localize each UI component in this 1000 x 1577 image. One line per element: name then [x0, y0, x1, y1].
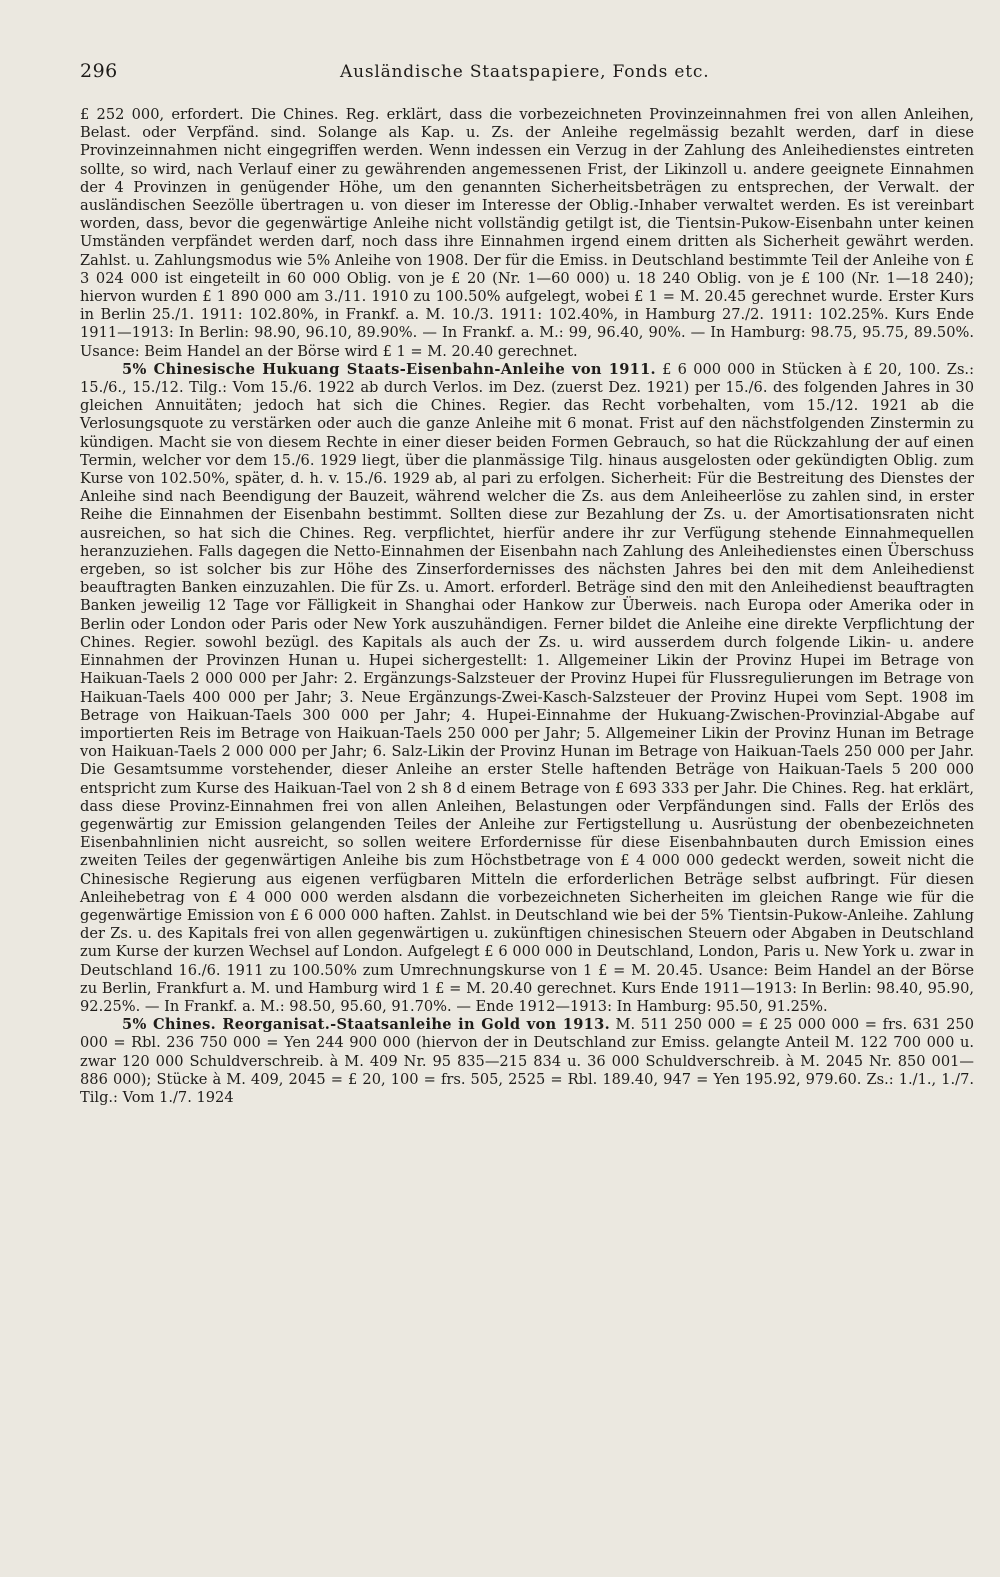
paragraph-text: £ 252 000, erfordert. Die Chines. Reg. erklärt, dass die vorbezeichneten Provinzeinnahmen frei von allen Anleihen, Belast. oder Verpfänd. sind. Solange als Kap. u. Zs. der Anleihe regelmässig bezahlt werden, darf in diese Provinzeinnahmen nicht eingegriffen werden. Wenn indessen ein Verzug in der Zahlung des Anleihedienstes eintreten sollte, so wird, nach Verlauf einer zu gewährenden angemessenen Frist, der Likinzoll u. andere geeignete Einnahmen der 4 Provinzen in genügender Höhe, um den genannten Sicherheitsbeträgen zu entsprechen, der Verwalt. der ausländischen Seezölle übertragen u. von dieser im Interesse der Oblig.-Inhaber verwaltet werden. Es ist vereinbart worden, dass, bevor die gegenwärtige Anleihe nicht vollständig getilgt ist, die Tientsin-Pukow-Eisenbahn unter keinen Umständen verpfändet werden darf, noch dass ihre Einnahmen irgend einem dritten als Sicherheit gewährt werden. Zahlst. u. Zahlungsmodus wie 5% Anleihe von 1908. Der für die Emiss. in Deutschland bestimmte Teil der Anleihe von £ 3 024 000 ist eingeteilt in 60 000 Oblig. von je £ 20 (Nr. 1—60 000) u. 18 240 Oblig. von je £ 100 (Nr. 1—18 240); hiervon wurden £ 1 890 000 am 3./11. 1910 zu 100.50% aufgelegt, wobei £ 1 = M. 20.45 gerechnet wurde. Erster Kurs in Berlin 25./1. 1911: 102.80%, in Frankf. a. M. 10./3. 1911: 102.40%, in Hamburg 27./2. 1911: 102.25%. Kurs Ende 1911—1913: In Berlin: 98.90, 96.10, 89.90%. — In Frankf. a. M.: 99, 96.40, 90%. — In Hamburg: 98.75, 95.75, 89.50%. Usance: Beim Handel an der Börse wird £ 1 = M. 20.40 gerechnet. [80, 106, 974, 360]
page-number: 296 [80, 60, 118, 82]
paragraph-tientsin-pukow-continued [80, 106, 974, 361]
paragraph-hukuang-loan [80, 361, 974, 1016]
loan-heading: 5% Chines. Reorganisat.-Staatsanleihe in Gold von 1913. [122, 1016, 610, 1034]
running-head: Ausländische Staatspapiere, Fonds etc. [340, 62, 710, 82]
page-header [80, 60, 980, 82]
paragraph-text: £ 6 000 000 in Stücken à £ 20, 100. Zs.: 15./6., 15./12. Tilg.: Vom 15./6. 1922 ab durch Verlos. im Dez. (zuerst Dez. 1921) per 15./6. des folgenden Jahres in 30 gleichen Annuitäten; jedoch hat sich die Chines. Regier. das Recht vorbehalten, vom 15./12. 1921 ab die Verlosungsquote zu verstärken oder auch die ganze Anleihe mit 6 monat. Frist auf den nächstfolgenden Zinstermin zu kündigen. Macht sie von diesem Rechte in einer dieser beiden Formen Gebrauch, so hat die Rückzahlung der auf einen Termin, welcher vor dem 15./6. 1929 liegt, über die planmässige Tilg. hinaus ausgelosten oder gekündigten Oblig. zum Kurse von 102.50%, später, d. h. v. 15./6. 1929 ab, al pari zu erfolgen. Sicherheit: Für die Bestreitung des Dienstes der Anleihe sind nach Beendigung der Bauzeit, während welcher die Zs. aus dem Anleiheerlöse zu zahlen sind, in erster Reihe die Einnahmen der Eisenbahn bestimmt. Sollten diese zur Bezahlung der Zs. u. der Amortisationsraten nicht ausreichen, so hat sich die Chines. Reg. verpflichtet, hierfür andere ihr zur Verfügung stehende Einnahmequellen heranzuziehen. Falls dagegen die Netto-Einnahmen der Eisenbahn nach Zahlung des Anleihedienstes einen Überschuss ergeben, so ist solcher bis zur Höhe des Zinserfordernisses des nächsten Jahres bei den mit dem Anleihedienst beauftragten Banken einzuzahlen. Die für Zs. u. Amort. erforderl. Beträge sind den mit den Anleihedienst beauftragten Banken jeweilig 12 Tage vor Fälligkeit in Shanghai oder Hankow zur Überweis. nach Europa oder Amerika oder in Berlin oder London oder Paris oder New York auszuhändigen. Ferner bildet die Anleihe eine direkte Verpflichtung der Chines. Regier. sowohl bezügl. des Kapitals als auch der Zs. u. wird ausserdem durch folgende Likin- u. andere Einnahmen der Provinzen Hunan u. Hupei sichergestellt: 1. Allgemeiner Likin der Provinz Hupei im Betrage von Haikuan-Taels 2 000 000 per Jahr: 2. Ergänzungs-Salzsteuer der Provinz Hupei für Flussregulierungen im Betrage von Haikuan-Taels 400 000 per Jahr; 3. Neue Ergänzungs-Zwei-Kasch-Salzsteuer der Provinz Hupei vom Sept. 1908 im Betrage von Haikuan-Taels 300 000 per Jahr; 4. Hupei-Einnahme der Hukuang-Zwischen-Provinzial-Abgabe auf importierten Reis im Betrage von Haikuan-Taels 250 000 per Jahr; 5. Allgemeiner Likin der Provinz Hunan im Betrage von Haikuan-Taels 2 000 000 per Jahr; 6. Salz-Likin der Provinz Hunan im Betrage von Haikuan-Taels 250 000 per Jahr. Die Gesamtsumme vorstehender, dieser Anleihe an erster Stelle haftenden Beträge von Haikuan-Taels 5 200 000 entspricht zum Kurse des Haikuan-Tael von 2 sh 8 d einem Betrage von £ 693 333 per Jahr. Die Chines. Reg. hat erklärt, dass diese Provinz-Einnahmen frei von allen Anleihen, Belastungen oder Verpfändungen sind. Falls der Erlös des gegenwärtig zur Emission gelangenden Teiles der Anleihe zur Fertigstellung u. Ausrüstung der obenbezeichneten Eisenbahnlinien nicht ausreicht, so sollen weitere Erfordernisse für diese Eisenbahnbauten durch Emission eines zweiten Teiles der gegenwärtigen Anleihe bis zum Höchstbetrage von £ 4 000 000 gedeckt werden, soweit nicht die Chinesische Regierung aus eigenen verfügbaren Mitteln die erforderlichen Beträge selbst aufbringt. Für diesen Anleihebetrag von £ 4 000 000 werden alsdann die vorbezeichneten Sicherheiten im gleichen Range wie für die gegenwärtige Emission von £ 6 000 000 haften. Zahlst. in Deutschland wie bei der 5% Tientsin-Pukow-Anleihe. Zahlung der Zs. u. des Kapitals frei von allen gegenwärtigen u. zukünftigen chinesischen Steuern oder Abgaben in Deutschland zum Kurse der kurzen Wechsel auf London. Aufgelegt £ 6 000 000 in Deutschland, London, Paris u. New York u. zwar in Deutschland 16./6. 1911 zu 100.50% zum Umrechnungskurse von 1 £ = M. 20.45. Usance: Beim Handel an der Börse zu Berlin, Frankfurt a. M. und Hamburg wird 1 £ = M. 20.40 gerechnet. Kurs Ende 1911—1913: In Berlin: 98.40, 95.90, 92.25%. — In Frankf. a. M.: 98.50, 95.60, 91.70%. — Ende 1912—1913: In Hamburg: 95.50, 91.25%. [80, 360, 974, 1015]
loan-heading: 5% Chinesische Hukuang Staats-Eisenbahn-Anleihe von 1911. [122, 360, 656, 378]
paragraph-reorganisation-loan [80, 1016, 974, 1107]
paragraph-text: M. 511 250 000 = £ 25 000 000 = frs. 631 250 000 = Rbl. 236 750 000 = Yen 244 900 000 (hiervon der in Deutschland zur Emiss. gelangte Anteil M. 122 700 000 u. zwar 120 000 Schuldverschreib. à M. 409 Nr. 95 835—215 834 u. 36 000 Schuldverschreib. à M. 2045 Nr. 850 001—886 000); Stücke à M. 409, 2045 = £ 20, 100 = frs. 505, 2525 = Rbl. 189.40, 947 = Yen 195.92, 979.60. Zs.: 1./1., 1./7. Tilg.: Vom 1./7. 1924 [80, 1016, 974, 1106]
body-text [80, 106, 974, 1107]
